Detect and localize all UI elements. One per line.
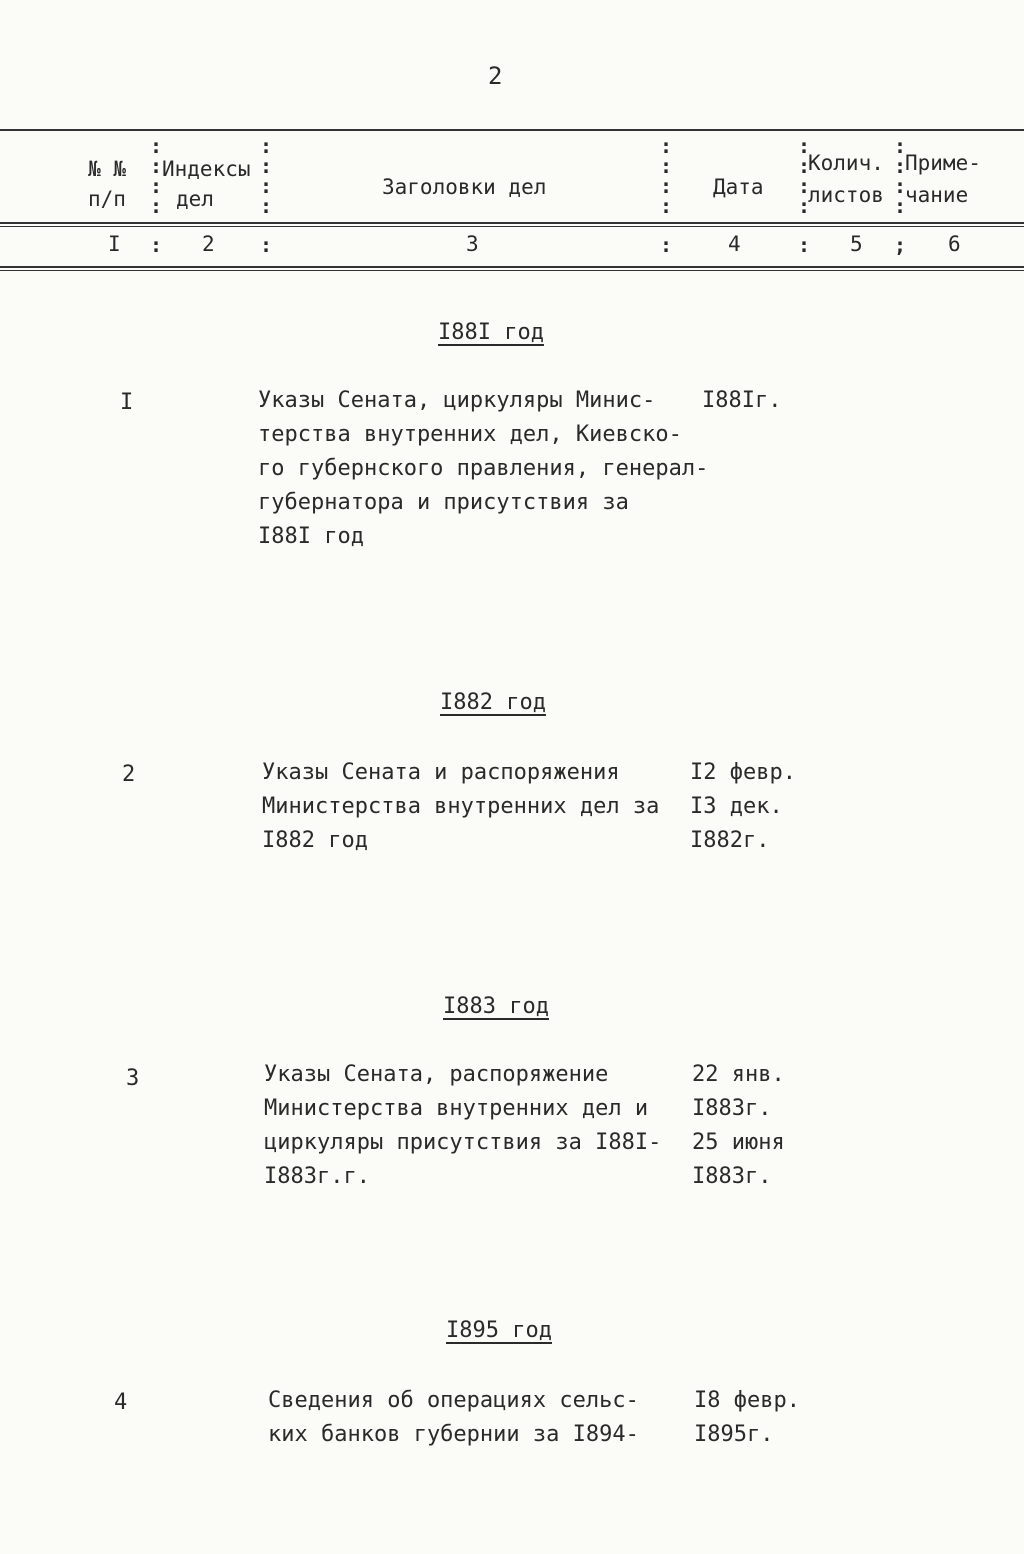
header-bottom-rule xyxy=(0,266,1024,268)
year-heading: I895 год xyxy=(446,1318,552,1343)
col-number-5: 5 xyxy=(850,232,863,256)
header-col-date: Дата xyxy=(713,175,764,199)
col-number-separator: : xyxy=(260,233,273,257)
header-col-note-line1: Приме- xyxy=(905,151,981,175)
header-mid-rule-2 xyxy=(0,226,1024,227)
header-col-index xyxy=(162,152,251,216)
page-number: 2 xyxy=(488,62,503,90)
header-col-note-line2: чание xyxy=(905,183,969,207)
entry-date-line: I2 февр. xyxy=(690,760,796,785)
entry-title-line: губернатора и присутствия за xyxy=(258,490,629,515)
header-separator: : : : : xyxy=(260,134,273,218)
entry-date-line: I883г. xyxy=(692,1164,772,1189)
entry-date-line: 22 янв. xyxy=(692,1062,785,1087)
entry-date xyxy=(692,1058,785,1194)
entry-date-line: I883г. xyxy=(692,1096,772,1121)
entry-title xyxy=(268,1384,639,1452)
header-bottom-rule-2 xyxy=(0,270,1024,271)
col-number-separator: : xyxy=(660,233,673,257)
entry-number: 2 xyxy=(122,762,136,787)
header-col-title: Заголовки дел xyxy=(382,175,547,199)
header-mid-rule xyxy=(0,222,1024,224)
col-number-separator: : xyxy=(150,233,163,257)
header-top-rule xyxy=(0,129,1024,131)
year-heading: I882 год xyxy=(440,690,546,715)
col-number-1: I xyxy=(108,232,121,256)
header-col-sheets-line2: листов xyxy=(808,183,884,207)
entry-title xyxy=(264,1058,661,1194)
header-col-sheets xyxy=(808,146,884,212)
header-col-number-line2: п/п xyxy=(88,187,126,211)
entry-title-line: Министерства внутренних дел за xyxy=(262,794,660,819)
entry-date xyxy=(690,756,796,858)
header-separator: : : : : xyxy=(798,134,811,218)
col-number-separator: ; xyxy=(894,233,907,257)
entry-date xyxy=(702,384,781,418)
header-col-note xyxy=(905,146,981,212)
entry-title-line: Указы Сената, циркуляры Минис- xyxy=(258,388,656,413)
col-number-2: 2 xyxy=(202,232,215,256)
header-separator: : : : : xyxy=(894,134,907,218)
entry-title-line: I882 год xyxy=(262,828,368,853)
col-number-separator: : xyxy=(798,233,811,257)
entry-title-line: Указы Сената и распоряжения xyxy=(262,760,620,785)
entry-title-line: Министерства внутренних дел и xyxy=(264,1096,649,1121)
entry-title-line: циркуляры присутствия за I88I- xyxy=(264,1130,662,1155)
entry-date-line: I895г. xyxy=(694,1422,774,1447)
entry-title-line: ких банков губернии за I894- xyxy=(268,1422,639,1447)
col-number-6: 6 xyxy=(948,232,961,256)
entry-title-line: Сведения об операциях сельс- xyxy=(268,1388,639,1413)
col-number-3: 3 xyxy=(466,232,479,256)
entry-title-line: го губернского правления, генерал- xyxy=(258,456,709,481)
year-heading: I883 год xyxy=(443,994,549,1019)
entry-date xyxy=(694,1384,800,1452)
header-col-number xyxy=(88,152,126,216)
header-col-sheets-line1: Колич. xyxy=(808,151,884,175)
entry-title xyxy=(262,756,659,858)
entry-title-line: I883г.г. xyxy=(264,1164,370,1189)
entry-title-line: Указы Сената, распоряжение xyxy=(264,1062,609,1087)
header-separator: : : : : xyxy=(660,134,673,218)
entry-number: I xyxy=(120,390,134,415)
year-heading: I88I год xyxy=(438,320,544,345)
entry-date-line: I882г. xyxy=(690,828,770,853)
entry-title xyxy=(258,384,708,554)
entry-number: 4 xyxy=(114,1390,128,1415)
header-col-number-line1: № № xyxy=(88,157,126,181)
entry-title-line: I88I год xyxy=(258,524,364,549)
entry-date-line: I3 дек. xyxy=(690,794,783,819)
header-col-index-line2: дел xyxy=(176,187,214,211)
col-number-4: 4 xyxy=(728,232,741,256)
entry-title-line: терства внутренних дел, Киевско- xyxy=(258,422,682,447)
entry-date-line: I88Iг. xyxy=(702,388,782,413)
entry-number: 3 xyxy=(126,1066,140,1091)
header-separator: : : : : xyxy=(150,134,163,218)
entry-date-line: 25 июня xyxy=(692,1130,785,1155)
header-col-index-line1: Индексы xyxy=(162,157,251,181)
entry-date-line: I8 февр. xyxy=(694,1388,800,1413)
